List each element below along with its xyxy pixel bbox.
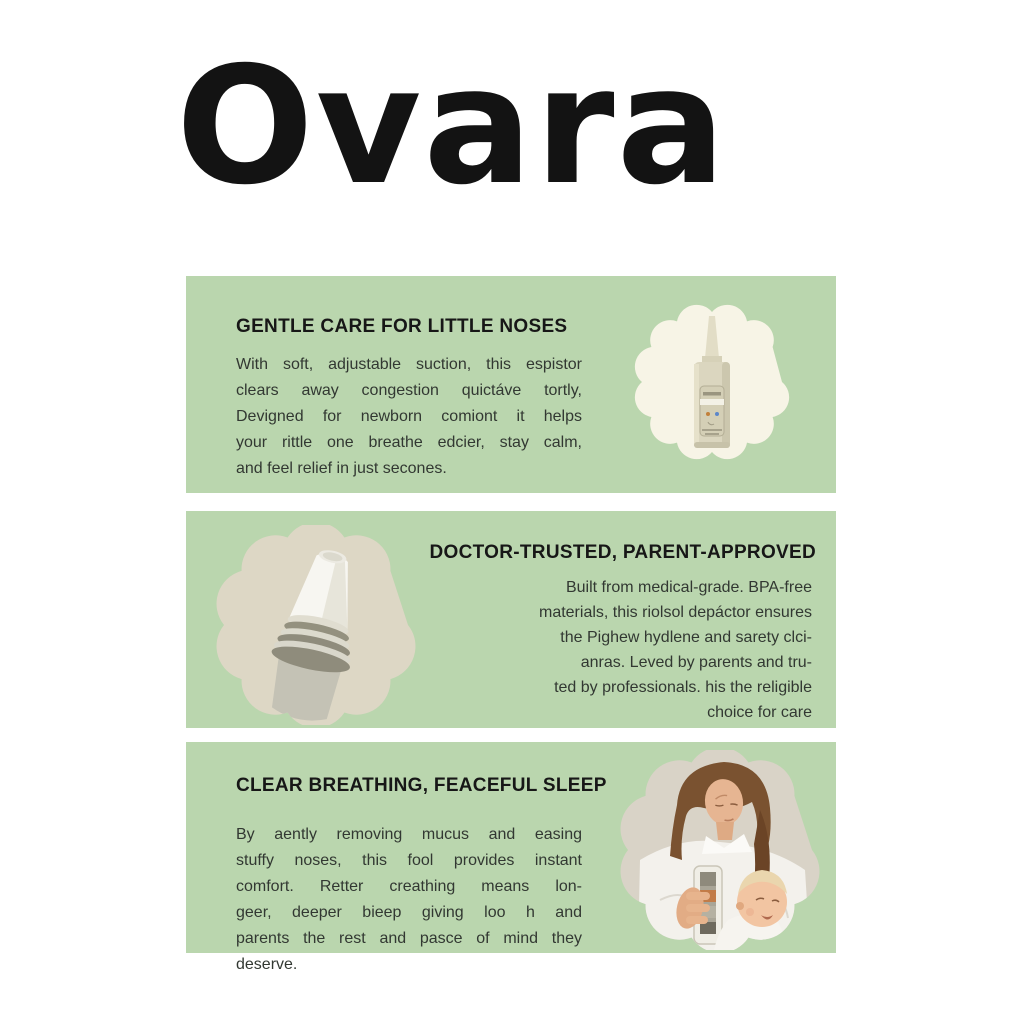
body-line: choice for care	[707, 704, 812, 721]
body-line: stuffy noses, this fool provides instant	[236, 852, 582, 869]
panel-body	[236, 822, 582, 978]
body-line: geer, deeper bieep giving loo h and	[236, 904, 582, 921]
mother-baby-photo	[620, 750, 820, 950]
body-line: deserve.	[236, 956, 298, 973]
body-line: Devigned for newborn comiont it helps	[236, 408, 582, 425]
feature-panel-doctor-trusted	[186, 511, 836, 728]
body-line: comfort. Retter creathing means lon-	[236, 878, 582, 895]
panel-body	[236, 352, 582, 482]
body-line: parents the rest and pasce of mind they	[236, 930, 582, 947]
feature-panel-gentle-care	[186, 276, 836, 493]
panel-heading: DOCTOR-TRUSTED, PARENT-APPROVED	[429, 542, 816, 563]
panel-body	[432, 575, 812, 725]
panel-heading: GENTLE CARE FOR LITTLE NOSES	[236, 316, 568, 337]
brand-title: Ovara	[176, 33, 728, 221]
body-line: and feel relief in just secones.	[236, 460, 447, 477]
feature-panel-clear-breathing	[186, 742, 836, 973]
body-line: ted by professionals. his the religible	[554, 679, 812, 696]
body-line: anras. Leved by parents and tru-	[580, 654, 812, 671]
body-line: With soft, adjustable suction, this espistor	[236, 356, 582, 373]
body-line: By aently removing mucus and easing	[236, 826, 582, 843]
body-line: your rittle one breathe edcier, stay calm,	[236, 434, 582, 451]
nozzle-closeup-photo	[216, 525, 416, 725]
panel-heading: CLEAR BREATHING, FEACEFUL SLEEP	[236, 775, 607, 796]
aspirator-bottle-photo	[632, 302, 792, 462]
body-line: materials, this riolsol depáctor ensures	[538, 604, 812, 621]
body-line: the Pighew hydlene and sarety clci-	[560, 629, 812, 646]
body-line: Built from medical-grade. BPA-free	[565, 579, 812, 596]
body-line: clears away congestion quictáve tortly,	[236, 382, 582, 399]
